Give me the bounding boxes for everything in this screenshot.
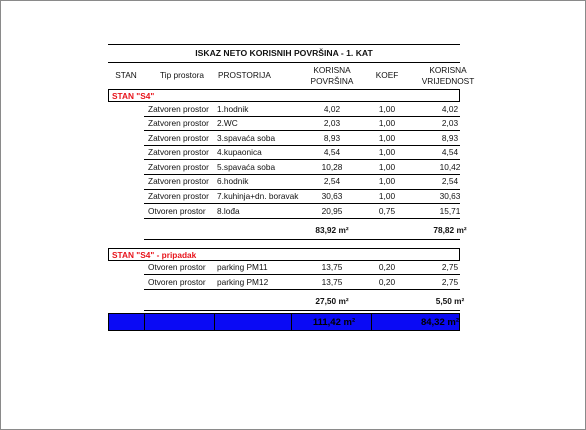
grand-total-row bbox=[108, 313, 460, 331]
cell-povrsina: 2,03 bbox=[323, 118, 341, 129]
cell-prostorija: 4.kupaonica bbox=[217, 147, 262, 158]
sum-vrijednost-s4: 78,82 m² bbox=[433, 224, 467, 235]
header-povrsina-2: POVRŠINA bbox=[310, 76, 354, 86]
cell-povrsina: 8,93 bbox=[323, 132, 341, 143]
cell-koef: 1,00 bbox=[378, 103, 396, 114]
cell-tip: Zatvoren prostor bbox=[148, 161, 209, 172]
section-s4-label: STAN "S4" bbox=[108, 89, 460, 102]
cell-prostorija: 6.hodnik bbox=[217, 176, 249, 187]
cell-povrsina: 13,75 bbox=[321, 262, 343, 273]
cell-koef: 1,00 bbox=[378, 176, 396, 187]
section-pripadak-sum bbox=[144, 290, 465, 311]
cell-koef: 1,00 bbox=[378, 161, 396, 172]
cell-prostorija: 5.spavaća soba bbox=[217, 161, 276, 172]
cell-prostorija: parking PM12 bbox=[217, 276, 269, 287]
sum-povrsina-pripadak: 27,50 m² bbox=[315, 295, 349, 306]
section-s4-rows bbox=[108, 102, 460, 219]
section-pripadak-rows bbox=[108, 261, 460, 290]
total-vrijednost: 84,32 m² bbox=[420, 316, 459, 328]
sum-vrijednost-pripadak: 5,50 m² bbox=[435, 295, 465, 306]
cell-tip: Otvoren prostor bbox=[148, 276, 206, 287]
cell-tip: Zatvoren prostor bbox=[148, 103, 209, 114]
cell-tip: Zatvoren prostor bbox=[148, 132, 209, 143]
cell-prostorija: 1.hodnik bbox=[217, 103, 249, 114]
cell-vrijednost: 4,02 bbox=[441, 103, 459, 114]
table-row bbox=[144, 117, 460, 132]
cell-vrijednost: 10,42 bbox=[439, 161, 461, 172]
cell-tip: Zatvoren prostor bbox=[148, 118, 209, 129]
cell-prostorija: parking PM11 bbox=[217, 262, 268, 273]
table-row bbox=[144, 131, 460, 146]
cell-tip: Zatvoren prostor bbox=[148, 191, 209, 202]
cell-prostorija: 8.lođa bbox=[217, 205, 240, 216]
cell-vrijednost: 30,63 bbox=[439, 191, 461, 202]
header-tip: Tip prostora bbox=[160, 70, 204, 80]
table-row bbox=[144, 146, 460, 161]
cell-vrijednost: 8,93 bbox=[441, 132, 459, 143]
table-row bbox=[144, 102, 460, 117]
table-row bbox=[144, 160, 460, 175]
cell-koef: 1,00 bbox=[378, 191, 396, 202]
table-row bbox=[144, 175, 460, 190]
cell-vrijednost: 2,75 bbox=[441, 276, 459, 287]
header-vrijednost-1: KORISNA bbox=[429, 65, 467, 75]
table-row bbox=[144, 190, 460, 205]
cell-tip: Otvoren prostor bbox=[148, 205, 206, 216]
header-vrijednost-2: VRIJEDNOST bbox=[421, 76, 475, 86]
cell-povrsina: 10,28 bbox=[321, 161, 343, 172]
sum-povrsina-s4: 83,92 m² bbox=[315, 224, 349, 235]
cell-tip: Zatvoren prostor bbox=[148, 176, 209, 187]
cell-povrsina: 4,54 bbox=[323, 147, 341, 158]
cell-povrsina: 20,95 bbox=[321, 205, 343, 216]
cell-koef: 1,00 bbox=[378, 132, 396, 143]
table-title: ISKAZ NETO KORISNIH POVRŠINA - 1. KAT bbox=[108, 44, 460, 63]
cell-prostorija: 3.spavaća soba bbox=[217, 132, 276, 143]
cell-koef: 0,20 bbox=[378, 262, 396, 273]
cell-koef: 0,20 bbox=[378, 276, 396, 287]
header-prostorija: PROSTORIJA bbox=[218, 70, 271, 80]
table-row bbox=[144, 261, 460, 276]
table-header bbox=[108, 63, 475, 89]
cell-vrijednost: 2,75 bbox=[441, 262, 459, 273]
header-koef: KOEF bbox=[375, 70, 399, 80]
cell-koef: 1,00 bbox=[378, 147, 396, 158]
cell-povrsina: 2,54 bbox=[323, 176, 341, 187]
cell-vrijednost: 2,54 bbox=[441, 176, 459, 187]
cell-prostorija: 7.kuhinja+dn. boravak bbox=[217, 191, 299, 202]
cell-vrijednost: 4,54 bbox=[441, 147, 459, 158]
cell-povrsina: 30,63 bbox=[321, 191, 343, 202]
area-table bbox=[108, 44, 475, 331]
section-s4-sum bbox=[144, 219, 467, 240]
cell-povrsina: 4,02 bbox=[323, 103, 341, 114]
total-povrsina: 111,42 m² bbox=[312, 316, 356, 328]
header-povrsina-1: KORISNA bbox=[313, 65, 351, 75]
header-stan: STAN bbox=[115, 70, 137, 80]
cell-vrijednost: 15,71 bbox=[439, 205, 461, 216]
cell-tip: Zatvoren prostor bbox=[148, 147, 209, 158]
cell-koef: 1,00 bbox=[378, 118, 396, 129]
table-row bbox=[144, 275, 460, 290]
section-pripadak-label: STAN "S4" - pripadak bbox=[108, 248, 460, 261]
cell-prostorija: 2.WC bbox=[217, 118, 238, 129]
cell-vrijednost: 2,03 bbox=[441, 118, 459, 129]
cell-koef: 0,75 bbox=[378, 205, 396, 216]
cell-tip: Otvoren prostor bbox=[148, 262, 206, 273]
cell-povrsina: 13,75 bbox=[321, 276, 343, 287]
table-row bbox=[144, 204, 460, 219]
